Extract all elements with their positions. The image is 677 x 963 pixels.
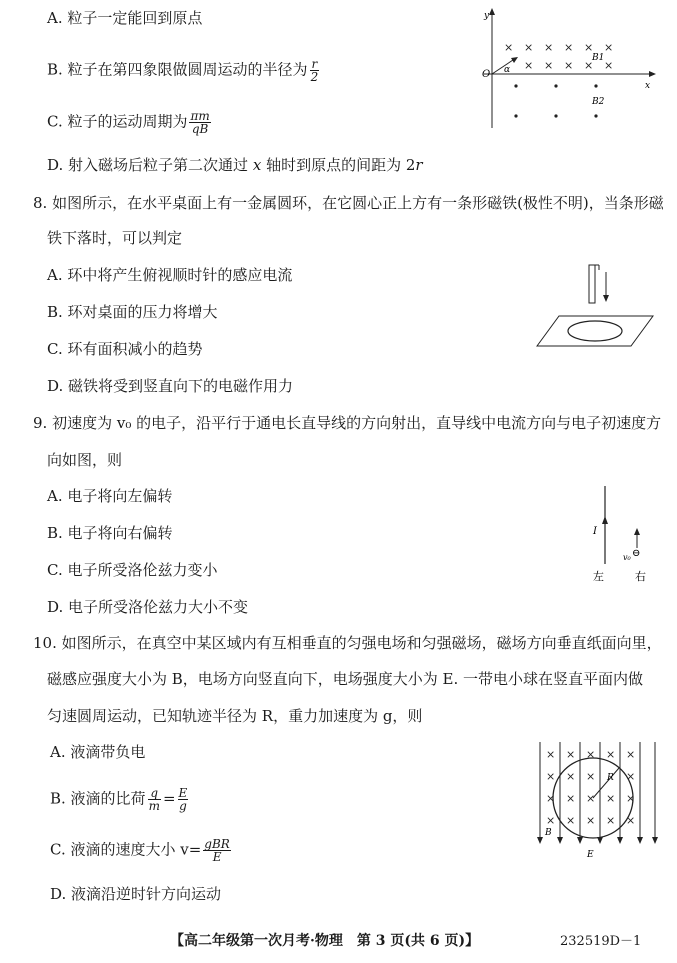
svg-text:×: × xyxy=(524,41,534,54)
svg-text:×: × xyxy=(604,59,614,72)
svg-text:×: × xyxy=(606,814,616,827)
q7-option-a[interactable]: A. 粒子一定能回到原点 xyxy=(47,9,203,27)
svg-text:×: × xyxy=(586,814,596,827)
svg-text:×: × xyxy=(586,748,596,761)
fraction-r-over-2: $\frac{r}{2}$ xyxy=(310,57,319,84)
svg-text:×: × xyxy=(626,814,636,827)
q7-option-c[interactable] xyxy=(47,110,213,135)
q9-fig-electron: ⊖ xyxy=(632,548,641,559)
svg-text:×: × xyxy=(626,770,636,783)
q8-option-d[interactable]: D. 磁铁将受到竖直向下的电磁作用力 xyxy=(47,377,294,395)
svg-text:×: × xyxy=(626,748,636,761)
svg-text:×: × xyxy=(606,792,616,805)
svg-text:×: × xyxy=(544,41,554,54)
q10-option-c-text: C. 液滴的速度大小 v= xyxy=(50,840,202,859)
q10-figure-fields-circle xyxy=(535,740,660,860)
q10-option-c[interactable] xyxy=(50,838,233,863)
q10-stem-line-3: 匀速圆周运动，已知轨迹半径为 R，重力加速度为 g，则 xyxy=(47,707,423,725)
q8-option-a[interactable]: A. 环中将产生俯视顺时针的感应电流 xyxy=(47,266,293,284)
q9-option-a[interactable]: A. 电子将向左偏转 xyxy=(47,487,173,505)
svg-text:×: × xyxy=(606,748,616,761)
svg-text:×: × xyxy=(546,792,556,805)
q10-fig-r-label: R xyxy=(607,773,614,783)
q8-figure-magnet-ring xyxy=(535,262,655,357)
q8-stem-line-1: 8. 如图所示，在水平桌面上有一金属圆环，在它圆心正上方有一条形磁铁(极性不明)，当条形磁 xyxy=(33,194,664,212)
q10-stem-line-2: 磁感应强度大小为 B，电场方向竖直向下，电场强度大小为 E. 一带电小球在竖直平面内做 xyxy=(47,670,644,688)
q10-equals: = xyxy=(162,789,176,808)
q7-option-d-text: D. 射入磁场后粒子第二次通过 xyxy=(47,156,249,174)
svg-text:×: × xyxy=(544,59,554,72)
q7-var-x: x xyxy=(252,156,262,174)
svg-text:×: × xyxy=(564,41,574,54)
svg-text:×: × xyxy=(566,770,576,783)
q9-fig-right-label: 右 xyxy=(635,570,646,583)
q9-option-d[interactable]: D. 电子所受洛伦兹力大小不变 xyxy=(47,598,249,616)
q8-option-c[interactable]: C. 环有面积减小的趋势 xyxy=(47,340,203,358)
q7-fig-origin-label: O xyxy=(482,69,491,80)
footer-code: 232519D－1 xyxy=(560,934,642,949)
svg-text:×: × xyxy=(546,748,556,761)
q9-fig-current-label: I xyxy=(593,526,597,537)
svg-text:×: × xyxy=(566,814,576,827)
q9-option-b[interactable]: B. 电子将向右偏转 xyxy=(47,524,173,542)
q8-option-b[interactable]: B. 环对桌面的压力将增大 xyxy=(47,303,218,321)
q7-option-b[interactable] xyxy=(47,58,321,83)
q10-option-b[interactable] xyxy=(50,787,190,812)
q9-fig-v0-label: v₀ xyxy=(623,553,631,562)
q7-option-d[interactable] xyxy=(47,155,423,175)
svg-text:×: × xyxy=(584,59,594,72)
q10-option-b-text: B. 液滴的比荷 xyxy=(50,789,146,808)
q7-figure xyxy=(480,6,660,131)
q10-fig-e-label: E xyxy=(587,850,594,860)
q9-fig-left-label: 左 xyxy=(593,570,604,583)
q9-stem-line-1: 9. 初速度为 v₀ 的电子，沿平行于通电长直导线的方向射出，直导线中电流方向与电子初速度方 xyxy=(33,414,662,432)
fraction-q-over-m: $\frac{q}{m}$ xyxy=(148,786,160,813)
svg-text:×: × xyxy=(546,770,556,783)
q7-option-b-text: B. 粒子在第四象限做圆周运动的半径为 xyxy=(47,60,308,79)
q7-fig-y-label: y xyxy=(484,11,490,21)
svg-text:×: × xyxy=(604,41,614,54)
svg-text:×: × xyxy=(584,41,594,54)
q7-var-r: r xyxy=(415,156,423,174)
q7-fig-b1-label: B1 xyxy=(592,53,605,63)
q9-figure-wire-electron xyxy=(585,484,665,584)
q8-stem-line-2: 铁下落时，可以判定 xyxy=(47,229,183,247)
svg-text:×: × xyxy=(566,792,576,805)
q7-option-d-suffix: 轴时到原点的间距为 2 xyxy=(266,156,416,174)
svg-text:×: × xyxy=(566,748,576,761)
q9-option-c[interactable]: C. 电子所受洛伦兹力变小 xyxy=(47,561,218,579)
q7-fig-alpha-label: α xyxy=(504,65,511,75)
svg-text:×: × xyxy=(546,814,556,827)
q10-stem-line-1: 10. 如图所示，在真空中某区域内有互相垂直的匀强电场和匀强磁场，磁场方向垂直纸面向里， xyxy=(33,634,662,652)
fraction-gbr-over-e: $\frac{\text{gBR}}{E}$ xyxy=(204,837,230,864)
fraction-pim-over-qb: $\frac{\pi m}{qB}$ xyxy=(190,109,210,136)
footer-title: 【高二年级第一次月考·物理 第 3 页(共 6 页)】 xyxy=(170,933,480,949)
svg-text:×: × xyxy=(504,41,514,54)
q7-fig-b2-label: B2 xyxy=(592,97,605,107)
q10-fig-b-label: B xyxy=(545,828,552,838)
q7-fig-x-label: x xyxy=(645,81,651,91)
svg-text:×: × xyxy=(564,59,574,72)
svg-text:×: × xyxy=(524,59,534,72)
q10-option-a[interactable]: A. 液滴带负电 xyxy=(50,743,146,761)
svg-text:×: × xyxy=(586,770,596,783)
svg-text:×: × xyxy=(586,792,596,805)
svg-text:×: × xyxy=(626,792,636,805)
fraction-e-over-g: $\frac{E}{g}$ xyxy=(178,786,188,813)
q7-option-c-text: C. 粒子的运动周期为 xyxy=(47,112,188,131)
q9-stem-line-2: 向如图，则 xyxy=(47,451,123,469)
q10-option-d[interactable]: D. 液滴沿逆时针方向运动 xyxy=(50,885,222,903)
